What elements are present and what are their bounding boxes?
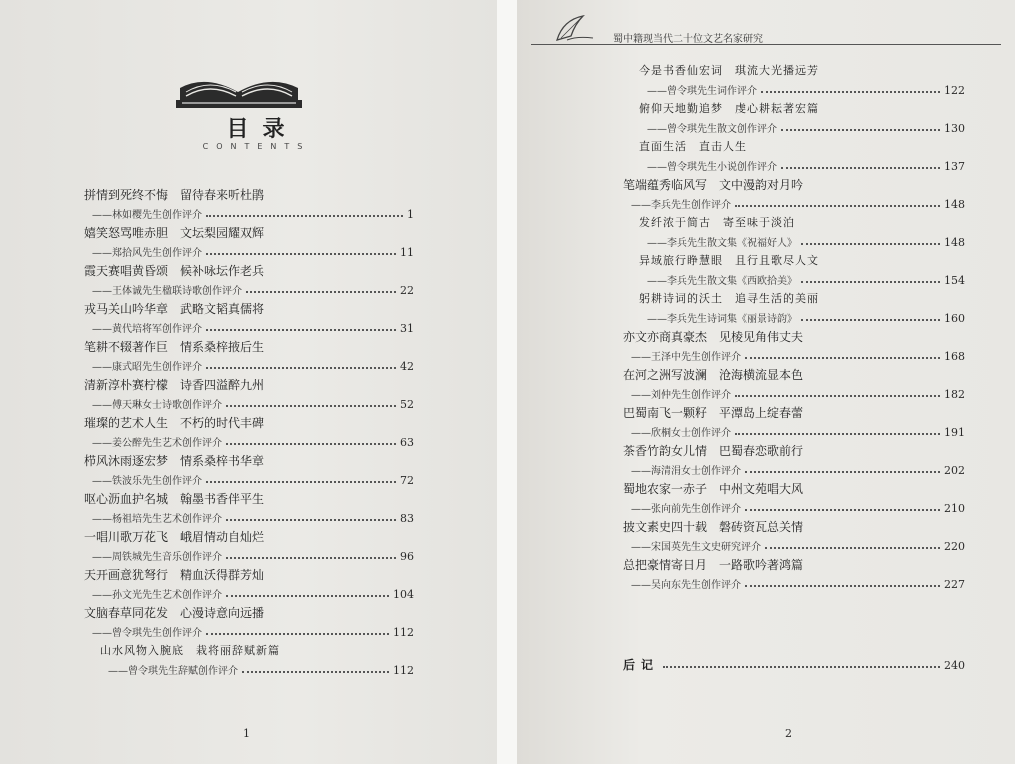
toc-entry-page: 168	[944, 350, 965, 363]
toc-entry-title: 清新淳朴赛柠檬 诗香四溢醉九州	[84, 378, 265, 392]
toc-entry-subrow	[84, 625, 414, 639]
toc-entry-subtitle: ——李兵先生诗词集《丽景诗韵》	[647, 314, 797, 325]
toc-entry-page: 137	[944, 160, 965, 173]
toc-entry-title: 俯仰天地勤追梦 虔心耕耘著宏篇	[639, 102, 819, 115]
toc-entry[interactable]	[623, 520, 965, 553]
toc-entry-subtitle: ——黄代培将军创作评介	[92, 324, 202, 335]
toc-entry[interactable]	[84, 188, 414, 221]
toc-entry-subrow	[84, 359, 414, 373]
toc-entry-page: 72	[400, 474, 414, 487]
toc-entry-title: 戎马关山吟华章 武略文韬真儒将	[84, 302, 265, 316]
leader-dots	[242, 671, 389, 673]
toc-entry-subtitle: ——孙文光先生艺术创作评介	[92, 590, 222, 601]
leader-dots	[226, 519, 396, 521]
toc-entry-title: 笔端蕴秀临风写 文中漫韵对月吟	[623, 178, 804, 192]
toc-entry-subrow	[623, 273, 965, 287]
toc-entry-title: 蜀地农家一赤子 中州文苑唱大风	[623, 482, 804, 496]
toc-entry-subrow	[623, 577, 965, 591]
toc-entry[interactable]	[623, 64, 965, 97]
toc-entry-page: 227	[944, 578, 965, 591]
leader-dots	[745, 585, 940, 587]
toc-entry-subtitle: ——王体诚先生楹联诗歌创作评介	[92, 286, 242, 297]
toc-list-right	[623, 64, 965, 596]
toc-entry[interactable]	[84, 302, 414, 335]
toc-entry-page: 11	[400, 246, 414, 259]
toc-entry-subtitle: ——杨祖培先生艺术创作评介	[92, 514, 222, 525]
leader-dots	[781, 129, 940, 131]
running-head-text: 蜀中籍现当代二十位文艺名家研究	[613, 34, 763, 45]
toc-entry-title: 今是书香仙宏词 琪流大光播远芳	[639, 64, 819, 77]
toc-entry-subtitle: ——李兵先生散文集《祝福好人》	[647, 238, 797, 249]
toc-entry[interactable]	[623, 482, 965, 515]
leader-dots	[206, 329, 396, 331]
leader-dots	[206, 633, 389, 635]
toc-entry-title: 拼情到死终不悔 留待春来听杜鹃	[84, 188, 265, 202]
toc-entry-page: 104	[393, 588, 414, 601]
afterword-entry[interactable]	[623, 658, 965, 672]
toc-entry-subrow	[84, 549, 414, 563]
toc-entry[interactable]	[84, 530, 414, 563]
toc-entry-page: 148	[944, 236, 965, 249]
toc-entry[interactable]	[623, 102, 965, 135]
toc-entry-page: 122	[944, 84, 965, 97]
toc-entry[interactable]	[623, 216, 965, 249]
toc-entry-page: 210	[944, 502, 965, 515]
toc-entry-subtitle: ——欣桐女士创作评介	[631, 428, 731, 439]
toc-entry-page: 191	[944, 426, 965, 439]
toc-title: 目录	[226, 116, 299, 142]
toc-entry-subtitle: ——傅天琳女士诗歌创作评介	[92, 400, 222, 411]
toc-entry-page: 154	[944, 274, 965, 287]
toc-entry-subrow	[623, 159, 965, 173]
toc-entry[interactable]	[623, 254, 965, 287]
toc-entry-subrow	[623, 121, 965, 135]
leader-dots	[735, 395, 940, 397]
toc-entry[interactable]	[84, 378, 414, 411]
toc-entry[interactable]	[84, 644, 414, 677]
toc-entry-subtitle: ——曾令琪先生辞赋创作评介	[108, 666, 238, 677]
toc-entry-subrow	[84, 397, 414, 411]
toc-entry[interactable]	[623, 368, 965, 401]
toc-entry-subrow	[84, 321, 414, 335]
toc-entry-subtitle: ——李兵先生散文集《西欧拾美》	[647, 276, 797, 287]
leader-dots	[745, 471, 940, 473]
toc-entry[interactable]	[84, 606, 414, 639]
toc-entry-subrow	[84, 587, 414, 601]
toc-entry-title: 天开画意犹弩行 精血沃得群芳灿	[84, 568, 265, 582]
toc-subtitle: CONTENTS	[202, 142, 311, 151]
toc-entry-page: 22	[400, 284, 414, 297]
toc-entry-subtitle: ——宋国英先生文史研究评介	[631, 542, 761, 553]
toc-entry[interactable]	[623, 140, 965, 173]
toc-entry-subtitle: ——周铁城先生音乐创作评介	[92, 552, 222, 563]
page-number-right: 2	[785, 727, 792, 740]
leader-dots	[206, 253, 396, 255]
toc-entry-title: 披文素史四十载 磐砖资瓦总关情	[623, 520, 804, 534]
toc-entry-title: 文脑春草同花发 心漫诗意向远播	[84, 606, 265, 620]
toc-entry-title: 霞天赛唱黄昏颂 候补咏坛作老兵	[84, 264, 265, 278]
toc-entry-subtitle: ——刘仲先生创作评介	[631, 390, 731, 401]
toc-entry-title: 发纤浓于简古 寄至味于淡泊	[639, 216, 795, 229]
toc-entry-page: 1	[407, 208, 414, 221]
leader-dots	[761, 91, 940, 93]
toc-entry-subrow	[623, 463, 965, 477]
toc-entry-subrow	[84, 511, 414, 525]
toc-entry-title: 呕心沥血护名城 翰墨书香伴平生	[84, 492, 265, 506]
toc-entry-subrow	[84, 473, 414, 487]
leader-dots	[781, 167, 940, 169]
leader-dots	[226, 405, 396, 407]
leader-dots	[206, 215, 403, 217]
toc-entry-subtitle: ——曾令琪先生散文创作评介	[647, 124, 777, 135]
toc-entry-subrow	[84, 663, 414, 677]
toc-entry-subtitle: ——曾令琪先生创作评介	[92, 628, 202, 639]
toc-entry[interactable]	[84, 416, 414, 449]
leader-dots	[745, 357, 940, 359]
leader-dots	[735, 205, 940, 207]
left-page	[0, 0, 497, 764]
toc-entry[interactable]	[623, 558, 965, 591]
leader-dots	[226, 557, 396, 559]
toc-entry-page: 202	[944, 464, 965, 477]
toc-entry-subrow	[623, 387, 965, 401]
toc-entry-title: 栉风沐雨逐宏梦 情系桑梓书华章	[84, 454, 265, 468]
leader-dots	[246, 291, 396, 293]
toc-entry-page: 63	[400, 436, 414, 449]
toc-entry-subtitle: ——王泽中先生创作评介	[631, 352, 741, 363]
toc-entry-page: 52	[400, 398, 414, 411]
toc-entry-page: 31	[400, 322, 414, 335]
toc-list-left	[84, 188, 414, 682]
toc-entry-title: 巴蜀南飞一颗籽 平潭岛上绽春蕾	[623, 406, 804, 420]
toc-entry-subtitle: ——曾令琪先生小说创作评介	[647, 162, 777, 173]
right-page	[517, 0, 1015, 764]
toc-entry-title: 茶香竹韵女儿情 巴蜀春恋歌前行	[623, 444, 804, 458]
toc-entry-title: 山水风物入腕底 栽将丽辞赋新篇	[100, 644, 280, 657]
toc-entry-subtitle: ——李兵先生创作评介	[631, 200, 731, 211]
toc-entry-page: 182	[944, 388, 965, 401]
toc-entry-title: 异域旅行睁慧眼 且行且歌尽人文	[639, 254, 819, 267]
toc-entry-title: 璀璨的艺术人生 不朽的时代丰碑	[84, 416, 265, 430]
book-gutter	[497, 0, 517, 764]
toc-entry[interactable]	[84, 264, 414, 297]
toc-entry-subrow	[623, 501, 965, 515]
toc-entry-subrow	[623, 539, 965, 553]
leader-dots	[801, 243, 940, 245]
toc-entry[interactable]	[623, 330, 965, 363]
toc-entry-subtitle: ——吴向东先生创作评介	[631, 580, 741, 591]
toc-entry[interactable]	[84, 568, 414, 601]
leader-dots	[735, 433, 940, 435]
afterword-page: 240	[944, 659, 965, 672]
toc-entry-page: 130	[944, 122, 965, 135]
toc-entry-page: 112	[393, 626, 414, 639]
leader-dots	[663, 666, 940, 668]
toc-entry-page: 42	[400, 360, 414, 373]
toc-entry-subrow	[623, 349, 965, 363]
toc-entry-subrow	[84, 207, 414, 221]
toc-entry[interactable]	[84, 492, 414, 525]
toc-entry-page: 83	[400, 512, 414, 525]
toc-entry-title: 总把豪情寄日月 一路歌吟著鸿篇	[623, 558, 804, 572]
toc-entry-page: 220	[944, 540, 965, 553]
toc-entry-page: 112	[393, 664, 414, 677]
toc-entry-subrow	[623, 311, 965, 325]
toc-entry-title: 在河之洲写波澜 沧海横流显本色	[623, 368, 804, 382]
toc-entry[interactable]	[623, 178, 965, 211]
running-head	[531, 28, 1001, 45]
leader-dots	[226, 443, 396, 445]
toc-entry-title: 躬耕诗词的沃土 追寻生活的美丽	[639, 292, 819, 305]
toc-entry-page: 96	[400, 550, 414, 563]
toc-entry-subtitle: ——海清涓女士创作评介	[631, 466, 741, 477]
toc-entry-title: 亦文亦商真豪杰 见棱见角伟丈夫	[623, 330, 804, 344]
leader-dots	[226, 595, 389, 597]
toc-entry-subtitle: ——铁波乐先生创作评介	[92, 476, 202, 487]
toc-entry[interactable]	[84, 226, 414, 259]
toc-entry-subrow	[84, 435, 414, 449]
afterword-title: 后记	[623, 658, 660, 672]
toc-entry-title: 嬉笑怒骂唯赤胆 文坛梨园耀双辉	[84, 226, 265, 240]
page-number-left: 1	[243, 727, 250, 740]
leader-dots	[745, 509, 940, 511]
leader-dots	[801, 319, 940, 321]
toc-entry-subtitle: ——姜公醉先生艺术创作评介	[92, 438, 222, 449]
toc-entry-title: 一唱川歌万花飞 峨眉情动自灿烂	[84, 530, 265, 544]
toc-entry[interactable]	[84, 340, 414, 373]
toc-entry-subrow	[623, 425, 965, 439]
toc-entry-subtitle: ——张向前先生创作评介	[631, 504, 741, 515]
toc-entry-subrow	[84, 245, 414, 259]
toc-entry-subrow	[623, 235, 965, 249]
toc-entry[interactable]	[84, 454, 414, 487]
toc-entry-subtitle: ——林如樱先生创作评介	[92, 210, 202, 221]
toc-entry-page: 148	[944, 198, 965, 211]
toc-entry-page: 160	[944, 312, 965, 325]
toc-entry[interactable]	[623, 444, 965, 477]
toc-entry-title: 笔耕不辍著作巨 情系桑梓掖后生	[84, 340, 265, 354]
leader-dots	[206, 481, 396, 483]
toc-entry-subtitle: ——康式昭先生创作评介	[92, 362, 202, 373]
leader-dots	[801, 281, 940, 283]
toc-entry[interactable]	[623, 292, 965, 325]
toc-entry-subrow	[623, 197, 965, 211]
toc-entry-title: 直面生活 直击人生	[639, 140, 747, 153]
toc-entry[interactable]	[623, 406, 965, 439]
toc-entry-subtitle: ——曾令琪先生词作评介	[647, 86, 757, 97]
toc-entry-subrow	[84, 283, 414, 297]
leader-dots	[765, 547, 940, 549]
toc-entry-subtitle: ——郑拾风先生创作评介	[92, 248, 202, 259]
open-book-icon	[176, 70, 302, 110]
leader-dots	[206, 367, 396, 369]
toc-entry-subrow	[623, 83, 965, 97]
